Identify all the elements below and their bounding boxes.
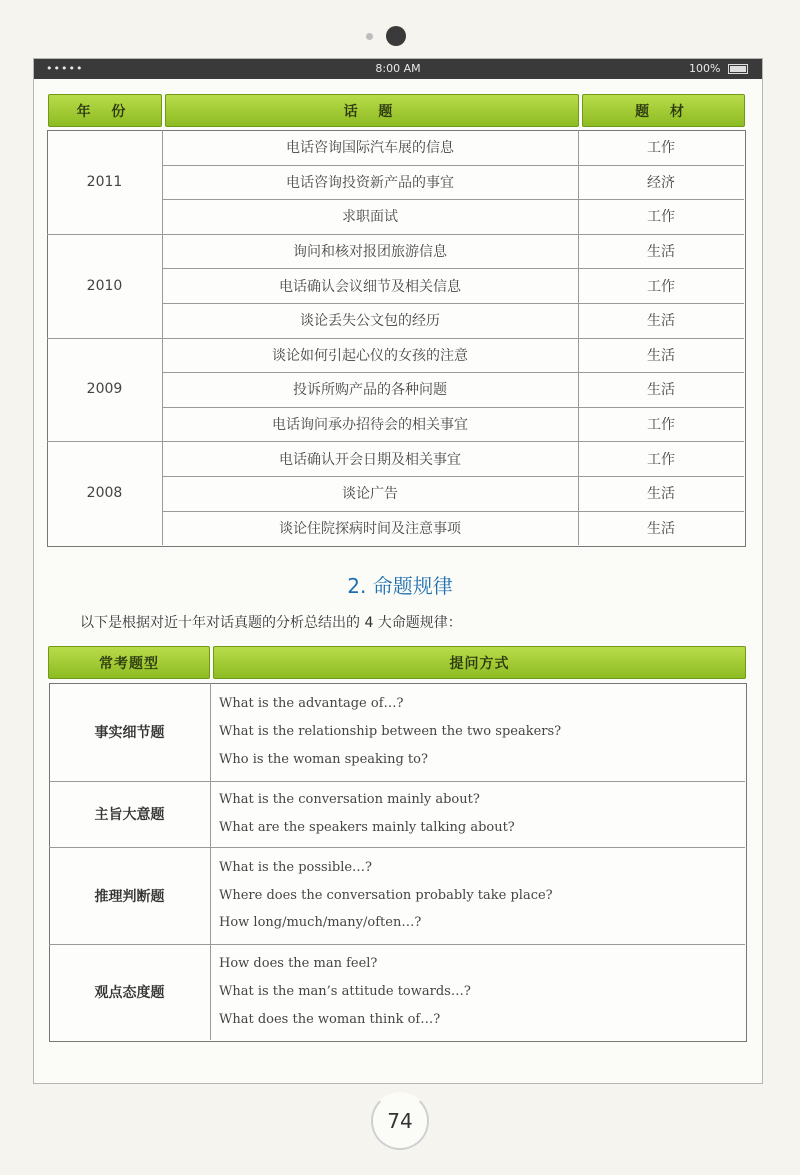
topic-cell: 电话确认会议细节及相关信息: [279, 278, 461, 295]
question-form-line: What is the man’s attitude towards…?: [219, 984, 471, 1000]
year-cell: 2011: [86, 173, 123, 190]
category-cell: 生活: [647, 486, 675, 503]
topic-cell: 电话咨询国际汽车展的信息: [286, 140, 454, 157]
question-form-line: How does the man feel?: [219, 956, 378, 972]
header-question-form: 提问方式: [213, 646, 746, 679]
question-form-line: What is the relationship between the two speakers?: [219, 724, 562, 740]
topic-cell: 投诉所购产品的各种问题: [293, 382, 447, 399]
question-form-line: What is the advantage of…?: [219, 696, 404, 712]
battery-icon: [728, 64, 748, 74]
page-number: 74: [371, 1092, 429, 1150]
question-type-cell: 观点态度题: [94, 985, 165, 1001]
question-form-line: Where does the conversation probably take place?: [219, 887, 553, 903]
header-question-type: 常考题型: [48, 646, 210, 679]
column-divider: [210, 683, 211, 1040]
category-cell: 工作: [647, 209, 675, 226]
topic-cell: 询问和核对报团旅游信息: [293, 244, 447, 261]
question-form-line: Who is the woman speaking to?: [219, 751, 428, 767]
topic-cell: 谈论丢失公文包的经历: [300, 313, 440, 330]
category-cell: 生活: [647, 244, 675, 261]
header-topic: 话 题: [165, 94, 579, 127]
section-title: 2. 命题规律: [347, 574, 453, 598]
question-form-line: What is the possible…?: [219, 859, 373, 875]
question-type-cell: 推理判断题: [94, 888, 165, 905]
status-time: 8:00 AM: [375, 62, 421, 75]
question-type-cell: 事实细节题: [94, 725, 165, 741]
question-form-line: What is the conversation mainly about?: [219, 792, 480, 808]
year-cell: 2010: [86, 277, 123, 294]
topic-cell: 求职面试: [342, 209, 398, 226]
year-cell: 2008: [86, 485, 123, 502]
question-form-line: What does the woman think of…?: [219, 1011, 441, 1027]
category-cell: 工作: [647, 278, 675, 295]
topic-cell: 谈论住院探病时间及注意事项: [279, 520, 461, 537]
category-cell: 生活: [647, 313, 675, 330]
category-cell: 工作: [647, 451, 675, 468]
topic-cell: 电话询问承办招待会的相关事宜: [272, 417, 468, 434]
topic-cell: 谈论广告: [342, 486, 398, 503]
battery-status: [689, 62, 748, 75]
header-category: 题 材: [582, 94, 745, 127]
camera-dot-small: [366, 33, 373, 40]
camera-dot: [386, 26, 406, 46]
year-cell: 2009: [86, 381, 123, 398]
status-bar: [34, 59, 762, 79]
signal-icon: •••••: [46, 62, 84, 75]
topic-cell: 电话确认开会日期及相关事宜: [279, 451, 461, 468]
battery-label: 100%: [689, 62, 721, 75]
header-year: 年 份: [48, 94, 162, 127]
topic-cell: 电话咨询投资新产品的事宜: [286, 174, 454, 191]
topic-cell: 谈论如何引起心仪的女孩的注意: [272, 347, 468, 364]
category-cell: 经济: [647, 174, 675, 191]
question-form-line: What are the speakers mainly talking about?: [219, 820, 515, 835]
question-form-line: How long/much/many/often…?: [219, 915, 422, 931]
category-cell: 工作: [647, 417, 675, 434]
category-cell: 生活: [647, 347, 675, 364]
category-cell: 工作: [647, 140, 675, 157]
section-intro: 以下是根据对近十年对话真题的分析总结出的 4 大命题规律：: [80, 615, 462, 631]
question-type-cell: 主旨大意题: [94, 807, 165, 823]
category-cell: 生活: [647, 520, 675, 537]
category-cell: 生活: [647, 382, 675, 399]
